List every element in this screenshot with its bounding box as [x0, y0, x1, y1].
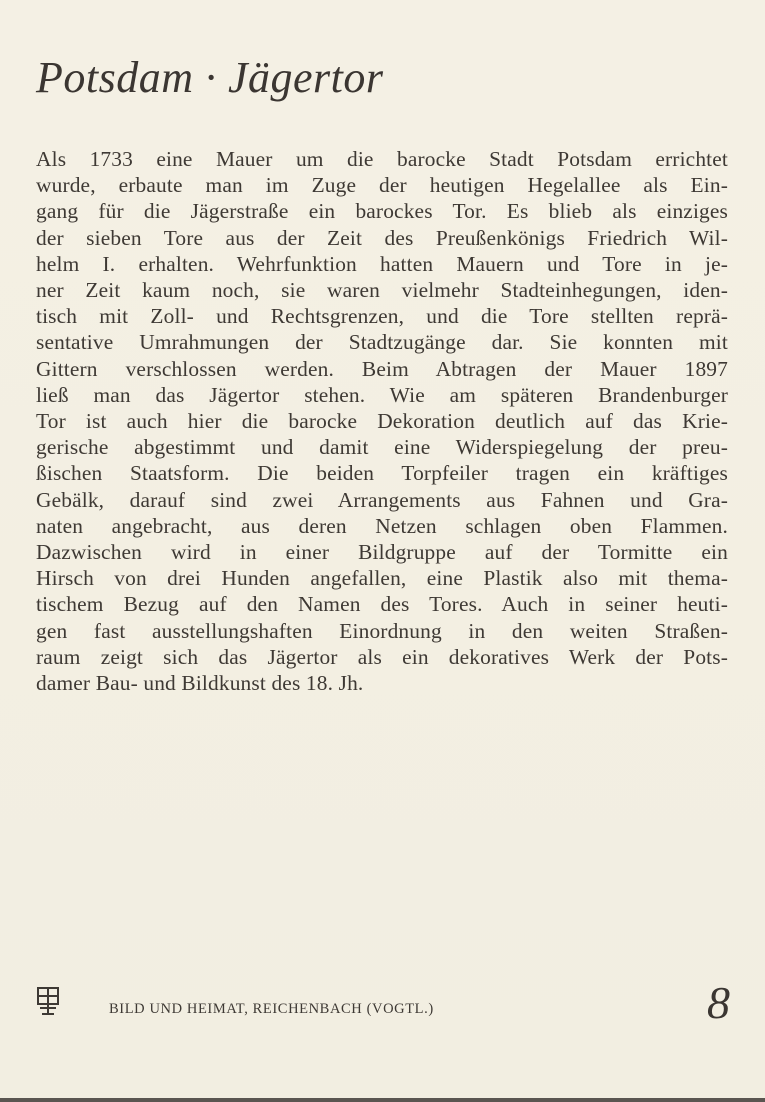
footer: [36, 977, 730, 1030]
text-line: gang für die Jägerstraße ein barockes Tor. Es blieb als einziges: [36, 199, 728, 224]
text-line: Als 1733 eine Mauer um die barocke Stadt Potsdam errichtet: [36, 147, 728, 171]
text-line: ßischen Staatsform. Die beiden Torpfeiler tragen ein kräftiges: [36, 461, 728, 486]
text-line: Gittern verschlossen werden. Beim Abtragen der Mauer 1897: [36, 356, 728, 381]
text-line: sentative Umrahmungen der Stadtzugänge dar. Sie konnten mit: [36, 330, 728, 355]
card-bottom-edge: [0, 1098, 765, 1102]
text-line: gerische abgestimmt und damit eine Widerspiegelung der preu-: [36, 435, 728, 460]
text-line: Gebälk, darauf sind zwei Arrangements aus Fahnen und Gra-: [36, 487, 728, 512]
text-line: Tor ist auch hier die barocke Dekoration deutlich auf das Krie-: [36, 409, 728, 434]
text-line: gen fast ausstellungshaften Einordnung in den weiten Straßen-: [36, 618, 728, 643]
text-line: Dazwischen wird in einer Bildgruppe auf der Tormitte ein: [36, 540, 728, 565]
text-line: damer Bau- und Bildkunst des 18. Jh.: [36, 671, 364, 696]
page-number: 8: [707, 977, 730, 1028]
text-line: ner Zeit kaum noch, sie waren vielmehr Stadteinhegungen, iden-: [36, 278, 728, 303]
description-text: [36, 146, 728, 696]
text-line: ließ man das Jägertor stehen. Wie am späteren Brandenburger: [36, 382, 728, 407]
publisher-imprint: BILD UND HEIMAT, REICHENBACH (VOGTL.): [109, 1001, 434, 1017]
text-line: helm I. erhalten. Wehrfunktion hatten Mauern und Tore in je-: [36, 251, 728, 276]
text-line: der sieben Tore aus der Zeit des Preußenkönigs Friedrich Wil-: [36, 225, 728, 250]
text-line: raum zeigt sich das Jägertor als ein dekoratives Werk der Pots-: [36, 644, 728, 669]
text-line: tischem Bezug auf den Namen des Tores. Auch in seiner heuti-: [36, 592, 728, 617]
bild-und-heimat-logo-icon: [36, 986, 60, 1016]
text-line: naten angebracht, aus deren Netzen schlagen oben Flammen.: [36, 513, 728, 538]
text-line: Hirsch von drei Hunden angefallen, eine Plastik also mit thema-: [36, 566, 728, 591]
text-line: tisch mit Zoll- und Rechtsgrenzen, und die Tore stellten reprä-: [36, 304, 728, 329]
text-line: wurde, erbaute man im Zuge der heutigen Hegelallee als Ein-: [36, 173, 728, 198]
card-title: Potsdam · Jägertor: [36, 53, 384, 102]
